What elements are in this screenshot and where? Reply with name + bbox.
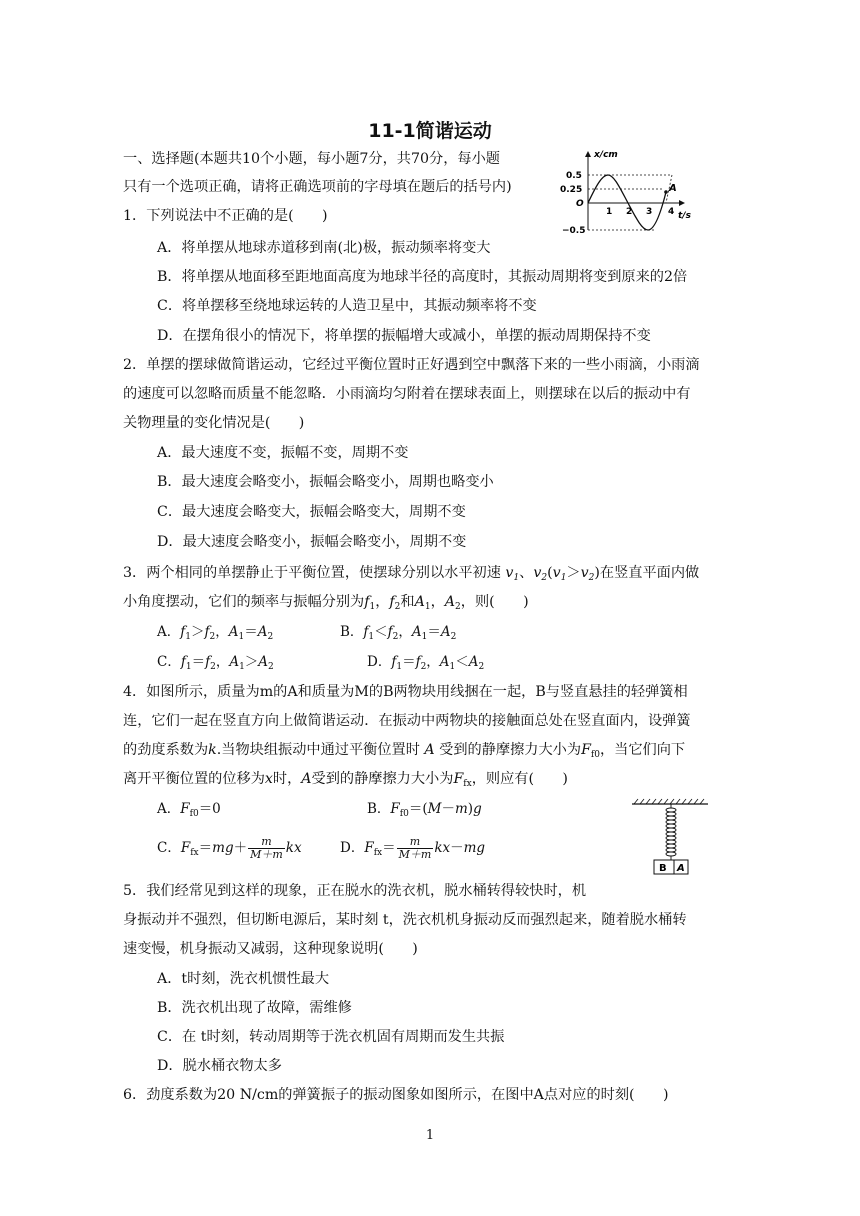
q4-option-c: C．$F_{fx}=mg+$ $\frac{m}{M+m}$ kx <box>157 835 302 861</box>
point-a-label: A <box>669 183 677 194</box>
q3-option-b: B．$f_1<f_2$，$A_1=A_2$ <box>340 624 457 642</box>
ceiling-hatch <box>634 799 704 804</box>
q1-option-a: A．将单摆从地球赤道移到南(北)极，振动频率将变大 <box>157 240 491 256</box>
q3-line1-text: 3．两个相同的单摆静止于平衡位置，使摆球分别以水平初速 <box>123 565 501 581</box>
q3-line2-text: 小角度摆动，它们的频率与振幅分别为 <box>123 594 365 610</box>
q5-option-a: A．t时刻，洗衣机惯性最大 <box>157 971 330 987</box>
q4-line4-mid: 时， <box>272 771 302 787</box>
y-tick-0.25: 0.25 <box>560 185 583 195</box>
block-b-label: B <box>659 863 667 874</box>
section-heading-line2: 只有一个选项正确，请将正确选项前的字母填在题后的括号内) <box>123 179 512 195</box>
q3-line2-tail: ，则( ) <box>460 594 529 610</box>
q2-option-d: D．最大速度会略变小，振幅会略变小，周期不变 <box>157 534 467 550</box>
x-tick-4: 4 <box>668 207 675 217</box>
block-a-label: A <box>677 863 685 874</box>
q4-line3-mid2: 受到的静摩擦力大小为 <box>439 742 582 758</box>
q3-option-d: D．$f_1=f_2$，$A_1<A_2$ <box>367 654 485 672</box>
q5-line3: 速变慢，机身振动又减弱，这种现象说明( ) <box>123 941 418 957</box>
q4-line2: 连，它们一起在竖直方向上做简谐运动．在振动中两物块的接触面总处在竖直面内，设弹簧 <box>123 713 691 729</box>
q6-stem: 6．劲度系数为20 N/cm的弹簧振子的振动图象如图所示，在图中A点对应的时刻( ) <box>123 1087 669 1103</box>
q4-line3-text: 的劲度系数为 <box>123 742 209 758</box>
oscillation-graph <box>556 146 706 236</box>
q5-line2: 身振动并不强烈，但切断电源后，某时刻 t，洗衣机机身振动反而强烈起来，随着脱水桶转 <box>123 912 687 928</box>
page-title: 11-1简谐运动 <box>368 120 492 142</box>
y-tick-0.5: 0.5 <box>566 171 582 181</box>
q2-line1: 2．单摆的摆球做简谐运动，它经过平衡位置时正好遇到空中飘落下来的一些小雨滴，小雨滴 <box>123 357 700 373</box>
q3-line1: 3．两个相同的单摆静止于平衡位置，使摆球分别以水平初速 $v_1$、$v_2(v_1>v_2)$在竖直平面内做 <box>123 565 700 583</box>
q4-line3-tail: ，当它们向下 <box>599 742 686 758</box>
q4-option-b: B．$F_{f0}=(M-m)g$ <box>367 801 482 819</box>
q1-option-c: C．将单摆移至绕地球运转的人造卫星中，其振动频率将不变 <box>157 298 537 314</box>
y-axis-label: x/cm <box>594 150 618 160</box>
q2-option-b: B．最大速度会略变小，振幅会略变小，周期也略变小 <box>157 474 494 490</box>
q4-line3-mid: 当物块组振动中通过平衡位置时 <box>221 742 420 758</box>
q2-option-a: A．最大速度不变，振幅不变，周期不变 <box>157 445 409 461</box>
q1-option-d: D．在摆角很小的情况下，将单摆的振幅增大或减小，单摆的振动周期保持不变 <box>157 328 651 344</box>
q4-option-d: D．$F_{fx}=$ $\frac{m}{M+m}$ kx－mg <box>340 835 486 861</box>
q4-option-a: A．$F_{f0}=0$ <box>157 801 221 819</box>
q4-line4-mid2: 受到的静摩擦力大小为 <box>311 771 454 787</box>
x-tick-2: 2 <box>626 207 633 217</box>
q2-option-c: C．最大速度会略变大，振幅会略变大，周期不变 <box>157 504 466 520</box>
spring-blocks-figure <box>628 796 714 876</box>
q2-line2: 的速度可以忽略而质量不能忽略．小雨滴均匀附着在摆球表面上，则摆球在以后的振动中有 <box>123 386 691 402</box>
q2-line3: 关物理量的变化情况是( ) <box>123 415 305 431</box>
page-number: 1 <box>425 1128 435 1143</box>
q3-option-c: C．$f_1=f_2$，$A_1>A_2$ <box>157 654 274 672</box>
q4-line4-text: 离开平衡位置的位移为 <box>123 771 265 787</box>
q3-line2: 小角度摆动，它们的频率与振幅分别为$f_1$，$f_2$和$A_1$，$A_2$，则( ) <box>123 594 529 612</box>
y-tick-neg0.5: −0.5 <box>562 226 586 236</box>
spring <box>666 804 676 860</box>
x-tick-1: 1 <box>606 207 613 217</box>
origin-label: O <box>576 199 584 209</box>
q5-option-d: D．脱水桶衣物太多 <box>157 1058 282 1074</box>
section-heading-line1: 一、选择题(本题共10个小题，每小题7分，共70分，每小题 <box>123 151 500 167</box>
q1-option-b: B．将单摆从地面移至距地面高度为地球半径的高度时，其振动周期将变到原来的2倍 <box>157 269 688 285</box>
q1-stem: 1．下列说法中不正确的是( ) <box>123 208 328 224</box>
q4-line4-tail: ，则应有( ) <box>471 771 568 787</box>
x-axis-label: t/s <box>678 211 691 221</box>
q3-line1-tail: 在竖直平面内做 <box>599 565 700 581</box>
q5-line1: 5．我们经常见到这样的现象，正在脱水的洗衣机，脱水桶转得较快时，机 <box>123 883 587 899</box>
point-a <box>664 190 668 194</box>
q4-line1: 4．如图所示，质量为m的A和质量为M的B两物块用线捆在一起，B与竖直悬挂的轻弹簧相 <box>123 684 688 700</box>
q3-option-a: A．$f_1>f_2$，$A_1=A_2$ <box>157 624 274 642</box>
q5-option-b: B．洗衣机出现了故障，需维修 <box>157 1000 352 1016</box>
q4-line4: 离开平衡位置的位移为x时，A受到的静摩擦力大小为$F_{fx}$，则应有( ) <box>123 771 568 789</box>
q4-line3: 的劲度系数为k.当物块组振动中通过平衡位置时 A 受到的静摩擦力大小为$F_{f0}$，当它们向下 <box>123 742 686 760</box>
q5-option-c: C．在 t时刻，转动周期等于洗衣机固有周期而发生共振 <box>157 1029 505 1045</box>
x-tick-3: 3 <box>646 207 653 217</box>
